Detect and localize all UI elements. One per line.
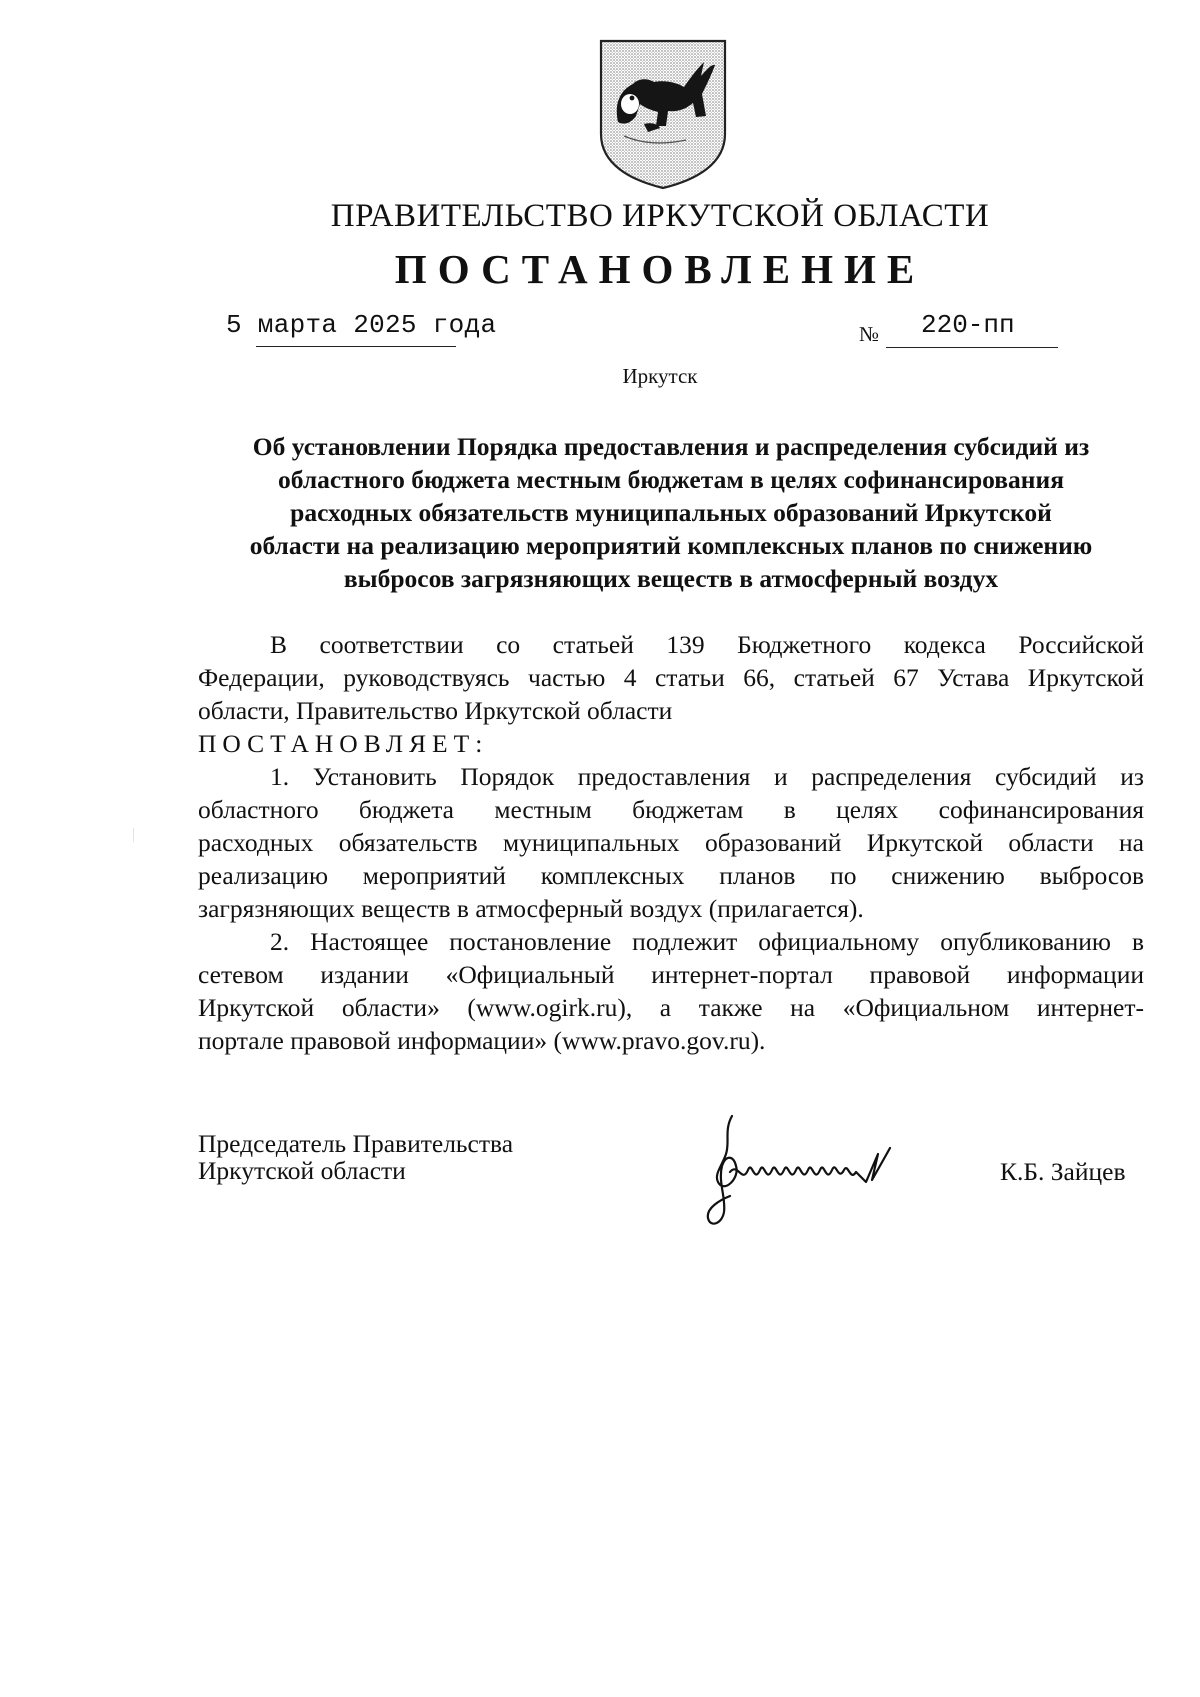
signer-position	[198, 1130, 513, 1184]
document-subject	[198, 430, 1144, 595]
signer-position-line: Председатель Правительства	[198, 1129, 514, 1158]
subject-line: Об установлении Порядка предоставления и распределения субсидий из	[252, 432, 1090, 461]
number-sign: №	[859, 322, 880, 346]
document-body	[198, 628, 1144, 1057]
item2-line: портале правовой информации» (www.pravo.gov.ru).	[198, 1026, 766, 1055]
signer-position-line: Иркутской области	[198, 1156, 406, 1185]
subject-line: области на реализацию мероприятий комплексных планов по снижению	[249, 531, 1093, 560]
item1-line: областного бюджета местным бюджетам в целях софинансирования	[198, 795, 1144, 824]
item2-line: Иркутской области» (www.ogirk.ru), а также на «Официальном интернет-	[198, 993, 1144, 1022]
item2-line: сетевом издании «Официальный интернет-портал правовой информации	[198, 960, 1144, 989]
preamble-line: В соответствии со статьей 139 Бюджетного кодекса Российской	[270, 630, 1144, 659]
document-type-heading: ПОСТАНОВЛЕНИЕ	[394, 246, 926, 292]
government-title: ПРАВИТЕЛЬСТВО ИРКУТСКОЙ ОБЛАСТИ	[330, 198, 990, 234]
subject-line: выбросов загрязняющих веществ в атмосферный воздух	[343, 564, 999, 593]
decree-word: ПОСТАНОВЛЯЕТ:	[198, 729, 489, 758]
document-city: Иркутск	[622, 364, 698, 388]
item1-line: 1. Установить Порядок предоставления и распределения субсидий из	[270, 762, 1144, 791]
preamble-line: области, Правительство Иркутской области	[198, 696, 673, 725]
date-underline	[256, 346, 456, 347]
item1-line: загрязняющих веществ в атмосферный воздух (прилагается).	[198, 894, 864, 923]
signer-name: К.Б. Зайцев	[1000, 1157, 1126, 1186]
item1-line: расходных обязательств муниципальных образований Иркутской области на	[198, 828, 1144, 857]
handwritten-signature-icon	[700, 1108, 940, 1238]
number-underline	[886, 347, 1058, 348]
subject-line: областного бюджета местным бюджетам в целях софинансирования	[278, 465, 1064, 494]
subject-line: расходных обязательств муниципальных образований Иркутской	[290, 498, 1052, 527]
preamble-line: Федерации, руководствуясь частью 4 статьи 66, статьей 67 Устава Иркутской	[198, 663, 1144, 692]
irkutsk-coat-of-arms-icon	[598, 38, 728, 190]
document-number: 220-пп	[921, 310, 1015, 340]
scan-artifact	[133, 828, 134, 842]
item1-line: реализацию мероприятий комплексных планов по снижению выбросов	[198, 861, 1144, 890]
item2-line: 2. Настоящее постановление подлежит официальному опубликованию в	[270, 927, 1144, 956]
document-date: 5 марта 2025 года	[226, 310, 497, 340]
